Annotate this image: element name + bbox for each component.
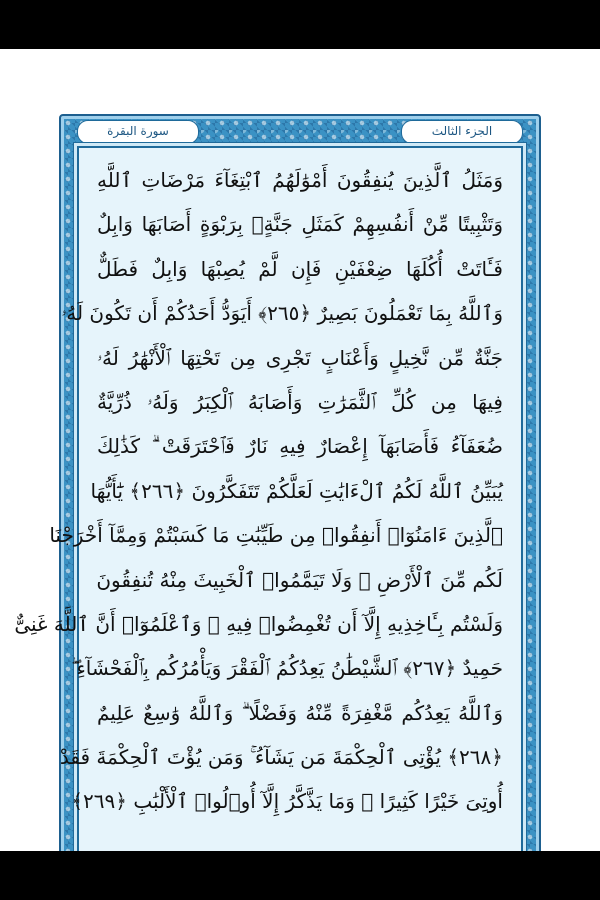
verse-line-5: جَنَّةٌ مِّن نَّخِيلٍ وَأَعْنَابٍ تَجْرِى مِن تَحْتِهَا ٱلْأَنْهَٰرُ لَهُۥ	[97, 345, 503, 370]
bottom-black-bar	[0, 851, 600, 900]
verse-line-11: وَلَسْتُم بِـَٔاخِذِيهِ إِلَّآ أَن تُغْمِضُوا۟ فِيهِ ۚ وَٱعْلَمُوٓا۟ أَنَّ ٱللَّهَ غَنِىٌّ	[14, 611, 503, 636]
surah-label: سورة البقرة	[77, 120, 199, 144]
verse-line-13: وَٱللَّهُ يَعِدُكُم مَّغْفِرَةً مِّنْهُ وَفَضْلًا ۗ وَٱللَّهُ وَٰسِعٌ عَلِيمٌ	[97, 700, 503, 725]
verse-line-8: يُبَيِّنُ ٱللَّهُ لَكُمُ ٱلْءَايَٰتِ لَعَلَّكُمْ تَتَفَكَّرُونَ ﴿٢٦٦﴾ يَٰٓأَيُّهَا	[90, 478, 503, 503]
verse-line-4: وَٱللَّهُ بِمَا تَعْمَلُونَ بَصِيرٌ ﴿٢٦٥﴾ أَيَوَدُّ أَحَدُكُمْ أَن تَكُونَ لَهُۥ	[61, 301, 503, 326]
verse-line-6: فِيهَا مِن كُلِّ ٱلثَّمَرَٰتِ وَأَصَابَهُ ٱلْكِبَرُ وَلَهُۥ ذُرِّيَّةٌ	[97, 389, 503, 414]
verse-line-10: لَكُم مِّنَ ٱلْأَرْضِ ۖ وَلَا تَيَمَّمُوا۟ ٱلْخَبِيثَ مِنْهُ تُنفِقُونَ	[96, 567, 503, 592]
mushaf-page	[0, 49, 600, 851]
verse-line-1: وَمَثَلُ ٱلَّذِينَ يُنفِقُونَ أَمْوَٰلَهُمُ ٱبْتِغَآءَ مَرْضَاتِ ٱللَّهِ	[97, 168, 503, 192]
top-black-bar	[0, 0, 600, 49]
juz-label: الجزء الثالث	[401, 120, 523, 144]
verse-line-14: ﴿٢٦٨﴾ يُؤْتِى ٱلْحِكْمَةَ مَن يَشَآءُ ۚ وَمَن يُؤْتَ ٱلْحِكْمَةَ فَقَدْ	[59, 745, 503, 770]
verse-line-12: حَمِيدٌ ﴿٢٦٧﴾ ٱلشَّيْطَٰنُ يَعِدُكُمُ ٱلْفَقْرَ وَيَأْمُرُكُم بِٱلْفَحْشَآءِ ۖ	[71, 656, 503, 681]
verse-lines	[14, 158, 503, 824]
verse-line-9: ٱلَّذِينَ ءَامَنُوٓا۟ أَنفِقُوا۟ مِن طَيِّبَٰتِ مَا كَسَبْتُمْ وَمِمَّآ أَخْرَجْنَا	[49, 523, 503, 548]
verse-line-15: أُوتِىَ خَيْرًا كَثِيرًا ۗ وَمَا يَذَّكَّرُ إِلَّآ أُو۟لُوا۟ ٱلْأَلْبَٰبِ ﴿٢٦٩﴾	[71, 789, 503, 814]
verse-line-2: وَتَثْبِيتًا مِّنْ أَنفُسِهِمْ كَمَثَلِ جَنَّةٍۭ بِرَبْوَةٍ أَصَابَهَا وَابِلٌ	[97, 212, 503, 237]
verse-line-3: فَـَٔاتَتْ أُكُلَهَا ضِعْفَيْنِ فَإِن لَّمْ يُصِبْهَا وَابِلٌ فَطَلٌّ	[97, 256, 503, 281]
ornamental-frame	[14, 114, 541, 886]
verse-line-7: ضُعَفَآءُ فَأَصَابَهَآ إِعْصَارٌ فِيهِ نَارٌ فَٱحْتَرَقَتْ ۗ كَذَٰلِكَ	[97, 434, 503, 459]
text-panel	[14, 146, 523, 856]
